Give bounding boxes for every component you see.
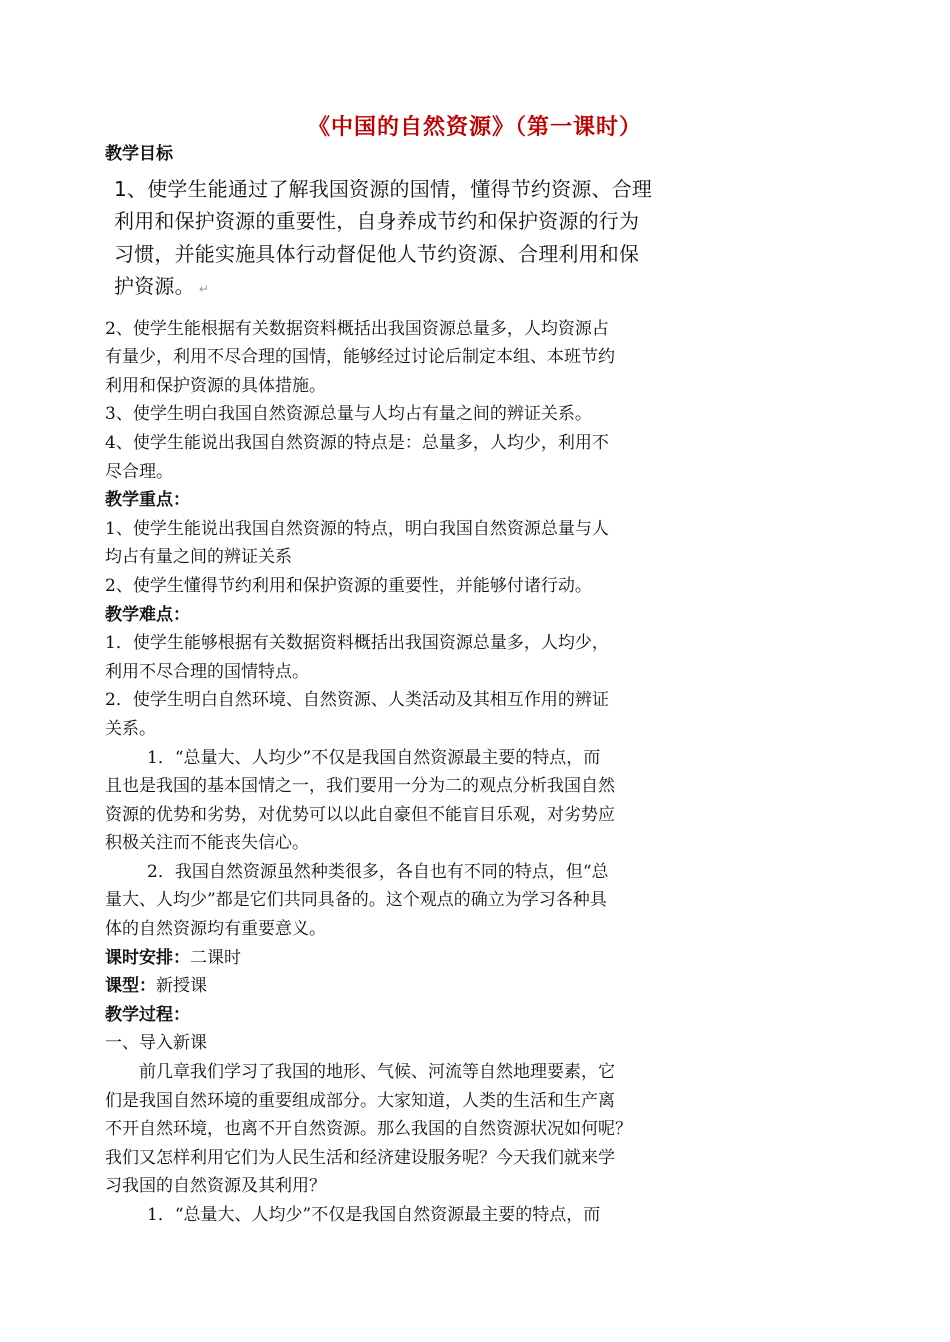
note-1-line: 积极关注而不能丧失信心。	[105, 833, 309, 854]
objective-1-line: 习惯，并能实施具体行动督促他人节约资源、合理利用和保	[114, 241, 640, 266]
note-2-line: 量大、人均少”都是它们共同具备的。这个观点的确立为学习各种具	[105, 890, 607, 911]
objective-1-text: 护资源。	[114, 274, 195, 299]
difficulties-heading: 教学难点：	[105, 604, 190, 625]
paragraph-mark-icon: ↵	[198, 282, 210, 297]
objective-2-line: 2、使学生能根据有关数据资料概括出我国资源总量多，人均资源占	[105, 318, 609, 339]
objective-2-line: 利用和保护资源的具体措施。	[105, 375, 326, 396]
objective-2	[105, 315, 705, 401]
objective-1-line: 1、使学生能通过了解我国资源的国情，懂得节约资源、合理	[114, 176, 653, 201]
lesson-type	[105, 972, 705, 1001]
objective-4-line: 4、使学生能说出我国自然资源的特点是：总量多，人均少，利用不	[105, 432, 609, 453]
intro-line: 前几章我们学习了我国的地形、气候、河流等自然地理要素，它	[139, 1062, 615, 1083]
closing-line: 1．“总量大、人均少”不仅是我国自然资源最主要的特点，而	[147, 1205, 601, 1225]
schedule-label: 课时安排：	[105, 947, 190, 968]
intro-line: 不开自然环境，也离不开自然资源。那么我国的自然资源状况如何呢？	[105, 1119, 632, 1140]
objective-4	[105, 429, 705, 486]
note-1-line: 资源的优势和劣势，对优势可以以此自豪但不能盲目乐观，对劣势应	[105, 804, 615, 825]
key-point-1	[105, 515, 705, 572]
objective-2-line: 有量少，利用不尽合理的国情，能够经过讨论后制定本组、本班节约	[105, 347, 615, 368]
objective-1-line: 利用和保护资源的重要性，自身养成节约和保护资源的行为	[114, 209, 640, 234]
note-1	[105, 744, 705, 858]
key-point-1-line: 1、使学生能说出我国自然资源的特点，明白我国自然资源总量与人	[105, 518, 609, 539]
intro-line: 们是我国自然环境的重要组成部分。大家知道，人类的生活和生产离	[105, 1090, 615, 1111]
objective-3: 3、使学生明白我国自然资源总量与人均占有量之间的辨证关系。	[105, 404, 592, 425]
note-2-line: 2．我国自然资源虽然种类很多，各自也有不同的特点，但“总	[147, 861, 609, 882]
note-2-line: 体的自然资源均有重要意义。	[105, 919, 326, 940]
key-point-2: 2、使学生懂得节约利用和保护资源的重要性，并能够付诸行动。	[105, 575, 592, 596]
document-body	[105, 140, 705, 1230]
note-2	[105, 858, 705, 944]
schedule-value: 二课时	[190, 947, 241, 968]
key-point-1-line: 均占有量之间的辨证关系	[105, 547, 292, 568]
process-heading: 教学过程：	[105, 1004, 190, 1025]
note-1-line: 且也是我国的基本国情之一，我们要用一分为二的观点分析我国自然	[105, 776, 615, 797]
page-title: 《中国的自然资源》（第一课时）	[307, 114, 642, 140]
schedule	[105, 944, 705, 973]
intro-line: 习我国的自然资源及其利用？	[105, 1176, 326, 1197]
objective-4-line: 尽合理。	[105, 461, 173, 482]
intro-line: 我们又怎样利用它们为人民生活和经济建设服务呢？今天我们就来学	[105, 1147, 615, 1168]
intro-paragraph	[105, 1058, 705, 1201]
difficulty-2-line: 关系。	[105, 718, 156, 739]
lesson-type-label: 课型：	[105, 976, 156, 997]
note-1-line: 1．“总量大、人均少”不仅是我国自然资源最主要的特点，而	[147, 747, 601, 768]
lesson-type-value: 新授课	[156, 976, 207, 997]
key-points-heading: 教学重点：	[105, 490, 190, 511]
objective-1	[105, 173, 705, 303]
difficulty-2-line: 2．使学生明白自然环境、自然资源、人类活动及其相互作用的辨证	[105, 690, 609, 711]
difficulty-1-line: 利用不尽合理的国情特点。	[105, 661, 309, 682]
difficulty-2	[105, 686, 705, 743]
difficulty-1	[105, 629, 705, 686]
objective-1-line-last	[105, 270, 705, 303]
section-1-heading: 一、导入新课	[105, 1033, 207, 1054]
difficulty-1-line: 1．使学生能够根据有关数据资料概括出我国资源总量多，人均少，	[105, 633, 609, 654]
objectives-heading: 教学目标	[105, 144, 173, 164]
